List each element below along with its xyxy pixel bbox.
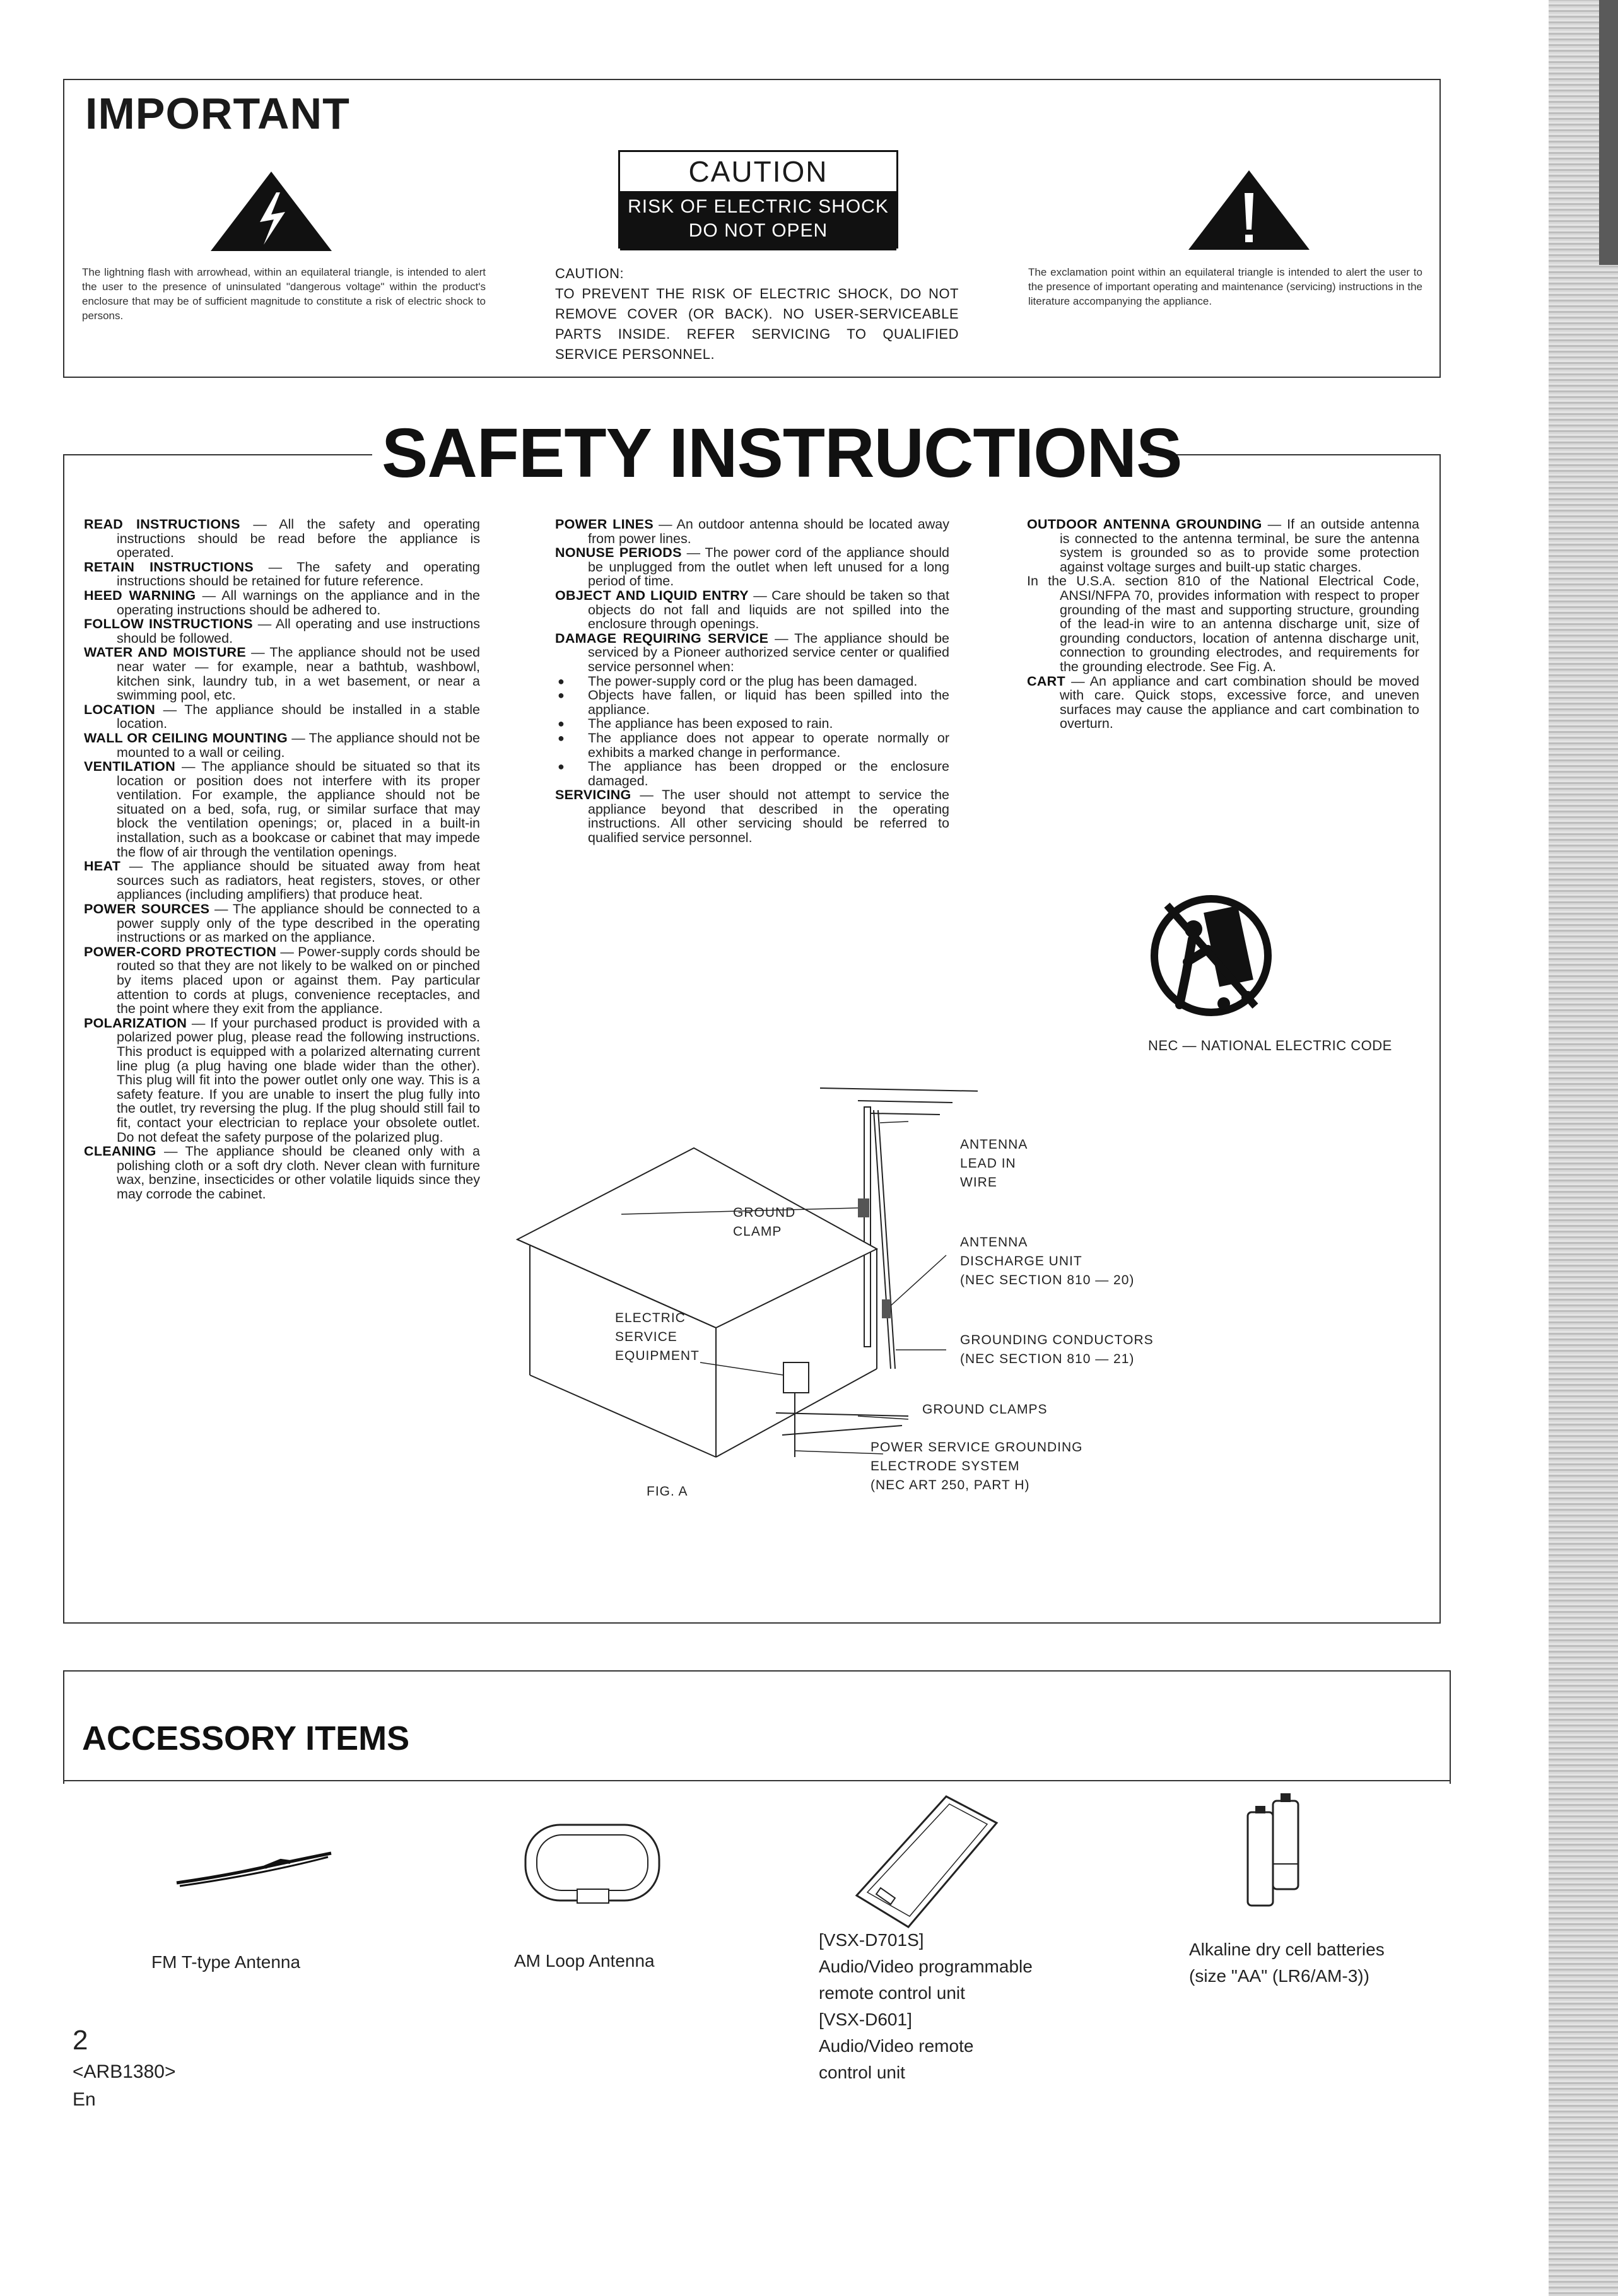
instruction-item: SERVICING — The user should not attempt to service the appliance beyond that described in the operating instructions. All other servicing should be referred to qualified service personnel. [555,787,949,846]
batteries-icon [1236,1788,1312,1914]
instruction-item: READ INSTRUCTIONS — All the safety and operating instructions should be read before the appliance is operated. [84,517,480,561]
cart-warning-icon [1148,880,1274,1031]
accessory-item-am-antenna: AM Loop Antenna [514,1951,655,1971]
page-number: 2 [73,2025,88,2056]
instruction-item: CART — An appliance and cart combination should be moved with care. Quick stops, excessive force, and uneven surfaces may cause the appliance and cart combination to overturn. [1027,673,1419,732]
instruction-item: FOLLOW INSTRUCTIONS — All operating and use instructions should be followed. [84,616,481,646]
list-item: ● The appliance does not appear to operate normally or exhibits a marked change in performance. [555,731,949,759]
safety-column-1 [84,517,480,1202]
safety-column-2 [555,517,949,845]
instruction-item: POLARIZATION — If your purchased product is provided with a polarized power plug, please read the following instructions. This product is equipped with a polarized alternating current line plug (a plug having one blade wider than the other). This plug will fit into the power outlet only one way. This is a safety feature. If you are unable to insert the plug fully into the outlet, try reversing the plug. If the plug should still fail to fit, contact your electrician to replace your obsolete outlet. Do not defeat the safety purpose of the polarized plug. [84,1015,480,1145]
label-discharge-unit: ANTENNA DISCHARGE UNIT (NEC SECTION 810 — 20) [960,1235,1135,1287]
label-ground-clamp: GROUND CLAMP [733,1205,796,1239]
accessory-title: ACCESSORY ITEMS [82,1719,410,1757]
instruction-item: WALL OR CEILING MOUNTING — The appliance should not be mounted to a wall or ceiling. [84,730,480,760]
caution-text: TO PREVENT THE RISK OF ELECTRIC SHOCK, DO NOT REMOVE COVER (OR BACK). NO USER-SERVICEABLE PARTS INSIDE. REFER SERVICING TO QUALIFIED SERVICE PERSONNEL. [555,286,959,362]
caution-sub2: DO NOT OPEN [688,220,828,241]
exclamation-warning-icon [1186,169,1312,251]
caution-label-title: CAUTION [688,155,828,188]
lightning-warning-icon [208,170,334,252]
accessory-divider [63,1780,1451,1781]
accessory-frame-left [63,1670,64,1784]
instruction-item: HEAT — The appliance should be situated away from heat sources such as radiators, heat registers, stoves, or other appliances (including amplifiers) that produce heat. [84,858,480,903]
instruction-item: RETAIN INSTRUCTIONS — The safety and operating instructions should be retained for future reference. [84,559,480,589]
label-antenna-lead-in: ANTENNA LEAD IN WIRE [960,1137,1028,1190]
safety-column-3 [1027,517,1419,731]
antenna-grounding-diagram [505,1072,978,1501]
am-loop-antenna-icon [520,1820,665,1908]
document-code: <ARB1380> [73,2061,176,2082]
instruction-item: CLEANING — The appliance should be cleaned only with a polishing cloth or a soft dry cloth. Never clean with furniture wax, benzine, insecticides or other volatile liquids since they may corrode the cabinet. [84,1144,480,1202]
list-item: ● The appliance has been dropped or the enclosure damaged. [555,759,949,788]
accessory-frame-top [63,1670,1451,1672]
instruction-item: VENTILATION — The appliance should be situated so that its location or position does not interfere with its proper ventilation. For example, the appliance should not be situated on a bed, sofa, rug, or similar surface that may block the ventilation openings; or, placed in a built-in installation, such as a bookcase or cabinet that may impede the flow of air through the ventilation openings. [84,759,480,860]
instruction-item: HEED WARNING — All warnings on the appliance and in the operating instructions should be adhered to. [84,587,481,618]
instruction-item: NONUSE PERIODS — The power cord of the appliance should be unplugged from the outlet when left unused for a long period of time. [555,545,949,589]
list-item: ● The appliance has been exposed to rain. [555,717,949,731]
instruction-item: OUTDOOR ANTENNA GROUNDING — If an outside antenna is connected to the antenna terminal, be sure the antenna system is grounded so as to provide some protection against voltage surges and built-up static charges. [1027,517,1419,575]
instruction-item: WATER AND MOISTURE — The appliance should not be used near water — for example, near a bathtub, washbowl, kitchen sink, laundry tub, in a wet basement, or near a swimming pool, etc. [84,645,480,703]
figure-caption: FIG. A [647,1484,688,1499]
accessory-item-fm-antenna: FM T-type Antenna [151,1952,301,1972]
instruction-item: In the U.S.A. section 810 of the National Electrical Code, ANSI/NFPA 70, provides information with respect to proper grounding of the mast and supporting structure, grounding of the lead-in wire to an antenna discharge unit, size of grounding conductors, location of antenna discharge unit, connection to grounding electrodes, and requirements for the grounding electrode. See Fig. A. [1027,573,1419,674]
safety-title: SAFETY INSTRUCTIONS [382,414,1182,492]
caution-label-dark [620,191,896,250]
page-edge-dark [1599,0,1618,265]
list-item: ● The power-supply cord or the plug has been damaged. [555,674,949,689]
instruction-item: DAMAGE REQUIRING SERVICE — The appliance should be serviced by a Pioneer authorized service center or qualified service personnel when: [555,630,950,674]
caution-sub1: RISK OF ELECTRIC SHOCK [628,196,889,217]
service-conditions-list [555,674,949,788]
instruction-item: POWER-CORD PROTECTION — Power-supply cords should be routed so that they are not likely to be walked on or pinched by items placed upon or against them. Pay particular attention to cords at plugs, convenience receptacles, and the point where they exit from the appliance. [84,944,481,1017]
accessory-frame-right [1450,1670,1451,1784]
instruction-item: LOCATION — The appliance should be installed in a stable location. [84,701,480,732]
exclamation-description: The exclamation point within an equilateral triangle is intended to alert the user to the presence of important operating and maintenance (servicing) instructions in the literature accompanying the appliance. [1028,266,1422,307]
fm-antenna-icon [170,1842,334,1892]
list-item: ● Objects have fallen, or liquid has been spilled into the appliance. [555,688,949,717]
label-grounding-conductors: GROUNDING CONDUCTORS (NEC SECTION 810 — 21) [960,1333,1154,1366]
language-code: En [73,2089,96,2110]
label-electric-service: ELECTRIC SERVICE EQUIPMENT [615,1311,700,1363]
caution-label-box [618,150,898,249]
instruction-item: OBJECT AND LIQUID ENTRY — Care should be taken so that objects do not fall and liquids are not spilled into the enclosure through openings. [555,587,949,632]
important-title: IMPORTANT [85,89,350,138]
accessory-item-remote: [VSX-D701S] Audio/Video programmable remote control unit [VSX-D601] Audio/Video remote control unit [819,1930,1033,2082]
page-edge-shadow [1549,0,1618,2296]
label-ground-clamps: GROUND CLAMPS [922,1402,1048,1417]
accessory-item-batteries: Alkaline dry cell batteries (size "AA" (LR6/AM-3)) [1189,1940,1385,1986]
caution-heading: CAUTION: [555,266,624,281]
remote-control-icon [852,1791,1003,1930]
nec-note: NEC — NATIONAL ELECTRIC CODE [1148,1038,1392,1053]
lightning-description: The lightning flash with arrowhead, within an equilateral triangle, is intended to alert the user to the presence of uninsulated "dangerous voltage" within the product's enclosure that may be of sufficient magnitude to constitute a risk of electric shock to persons. [82,266,486,322]
instruction-item: POWER SOURCES — The appliance should be connected to a power supply only of the type described in the operating instructions or as marked on the appliance. [84,901,481,946]
label-power-service: POWER SERVICE GROUNDING ELECTRODE SYSTEM (NEC ART 250, PART H) [871,1440,1083,1492]
instruction-item: POWER LINES — An outdoor antenna should be located away from power lines. [555,517,950,546]
